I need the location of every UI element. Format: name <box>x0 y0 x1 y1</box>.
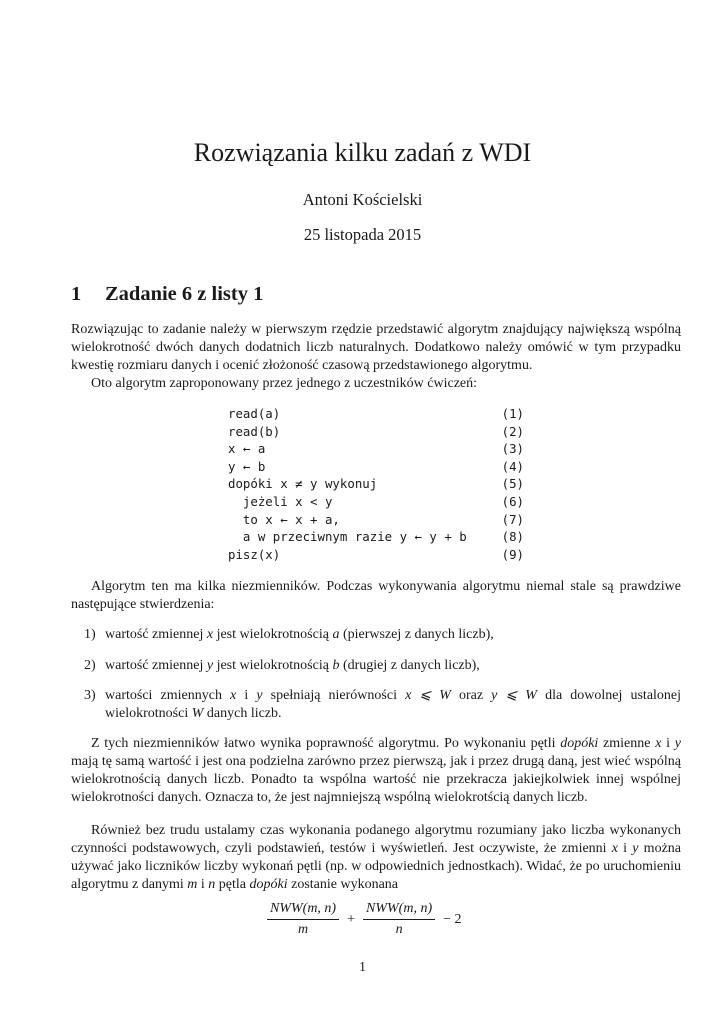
text-span: Z tych niezmienników łatwo wynika poprawność algorytmu. Po wykonaniu pętli <box>91 736 561 751</box>
list-text: wartość zmiennej <box>105 658 207 673</box>
list-item <box>84 657 681 675</box>
list-text: danych liczb. <box>203 706 282 721</box>
invariant-list <box>84 657 681 675</box>
code-line <box>228 475 524 493</box>
paragraph-invariants: Algorytm ten ma kilka niezmienników. Podczas wykonywania algorytmu niemal stale są prawdziwe następujące stwierdzenia: <box>71 579 681 612</box>
list-text: (pierwszej z danych liczb), <box>339 627 494 642</box>
page-number: 1 <box>359 960 366 975</box>
math-var: m <box>187 877 198 892</box>
text-span: zostanie wykonana <box>287 877 399 892</box>
math-inequality: x ⩽ W <box>405 688 451 703</box>
invariant-list <box>84 687 681 723</box>
list-text: dla dowolnej ustalonej wielokrotności <box>105 688 682 721</box>
code-line-number: (3) <box>501 441 524 457</box>
math-var: n <box>208 877 216 892</box>
code-line-number: (4) <box>501 458 524 474</box>
list-text: wartości zmiennych <box>105 688 231 703</box>
section-number: 1 <box>71 283 82 305</box>
text-span: zmienne <box>598 736 656 751</box>
list-text: oraz <box>450 688 492 703</box>
invariant-list <box>84 626 681 644</box>
paragraph-algorithm-lead: Oto algorytm zaproponowany przez jednego z uczestników ćwiczeń: <box>91 376 478 391</box>
code-line <box>228 423 524 441</box>
code-text: to x ← x + a, <box>228 511 340 527</box>
code-text: pisz(x) <box>228 546 281 562</box>
section-heading <box>71 283 263 306</box>
code-line-number: (6) <box>501 493 524 509</box>
math-var: y <box>632 841 639 856</box>
fraction-denominator: m <box>297 922 309 937</box>
code-text: read(a) <box>228 406 281 421</box>
text-span: i <box>617 841 633 856</box>
list-text: jest wielokrotnością <box>213 658 333 673</box>
paper-title: Rozwiązania kilku zadań z WDI <box>193 138 532 167</box>
code-text: y ← b <box>228 458 266 474</box>
text-span: i <box>661 736 675 751</box>
code-line <box>228 405 524 423</box>
text-span: Również bez trudu ustalamy czas wykonania podanego algorytmu rozumiany jako liczba wykonanych czynności podstawowych, czyli podstawień, testów i wyświetleń. Jest oczywiste, że zmienni <box>71 823 681 856</box>
text-span: mają tę samą wartość i jest ona podzielna zarówno przez pierwszą, jak i przez drugą daną, jest wieć wspólną wielokrotnością danych liczb. Ponadto ta wspólna wartość nie przekracza jakiejkolwiek innej wspólnej wielokrotności danych. Oznacza to, że jest najmniejszą wspólną wielokrotścią danych liczb. <box>71 754 681 805</box>
paragraph-intro: Rozwiązując to zadanie należy w pierwszym rzędzie przedstawić algorytm znajdujący największą wspólną wielokrotność dwóch danych dodatnich liczb naturalnych. Dodatkowo należy omówić w tym przypadku kwestię rozmiaru danych i ocenić złożoność czasową przedstawionego algorytmu. <box>71 322 681 373</box>
list-text: jest wielokrotnością <box>213 627 333 642</box>
code-line <box>228 511 524 529</box>
code-line <box>228 528 524 546</box>
list-label: 1) <box>84 627 96 642</box>
code-line <box>228 440 524 458</box>
fraction <box>363 901 435 938</box>
code-line-number: (5) <box>501 476 524 492</box>
math-var: y <box>206 658 214 673</box>
code-text: jeżeli x < y <box>228 493 333 509</box>
code-line-number: (2) <box>501 423 524 439</box>
code-text: a w przeciwnym razie y ← y + b <box>228 529 467 545</box>
math-var: y <box>674 736 681 751</box>
text-span: można używać jako liczników liczby wykonań pętli (np. w odpowiednich jednostkach). Widać, że po uruchomieniu algorytmu z danymi <box>71 841 681 892</box>
math-inequality: y ⩽ W <box>491 688 537 703</box>
formula-tail: − 2 <box>443 911 462 927</box>
math-var: W <box>191 706 204 721</box>
code-line-number: (9) <box>501 546 524 562</box>
list-text: i <box>236 688 257 703</box>
code-line <box>228 546 524 564</box>
fraction-numerator: NWW(m, n) <box>267 901 339 920</box>
math-var: x <box>230 688 237 703</box>
paragraph-correctness <box>71 735 681 807</box>
math-var: x <box>655 736 662 751</box>
code-line-number: (7) <box>501 511 524 527</box>
paper-date: 25 listopada 2015 <box>303 225 422 244</box>
code-text: dopóki x ≠ y wykonuj <box>228 476 378 492</box>
display-formula <box>263 901 466 938</box>
math-var: a <box>332 627 340 642</box>
list-text: wartość zmiennej <box>105 627 207 642</box>
math-var: x <box>206 627 214 642</box>
paragraph-complexity <box>71 822 681 894</box>
keyword: dopóki <box>249 877 288 892</box>
list-label: 2) <box>84 658 96 673</box>
fraction <box>267 901 339 938</box>
section-title: Zadanie 6 z listy 1 <box>105 283 264 305</box>
code-text: x ← a <box>228 441 266 457</box>
paper-author: Antoni Kościelski <box>302 190 423 209</box>
list-text: (drugiej z danych liczb), <box>339 658 480 673</box>
fraction-numerator: NWW(m, n) <box>363 901 435 920</box>
code-text: read(b) <box>228 423 281 439</box>
list-text: spełniają nierówności <box>262 688 406 703</box>
list-label: 3) <box>84 688 96 703</box>
list-item <box>84 687 681 723</box>
math-var: b <box>332 658 340 673</box>
code-line <box>228 458 524 476</box>
math-var: x <box>611 841 618 856</box>
text-span: i <box>197 877 209 892</box>
plus-operator: + <box>347 911 356 927</box>
fraction-denominator: n <box>395 922 403 937</box>
algorithm-listing <box>228 405 524 563</box>
code-line <box>228 493 524 511</box>
code-line-number: (1) <box>501 406 524 421</box>
text-span: pętla <box>215 877 250 892</box>
list-item <box>84 626 681 644</box>
keyword: dopóki <box>560 736 599 751</box>
math-var: y <box>256 688 263 703</box>
code-line-number: (8) <box>501 529 524 545</box>
